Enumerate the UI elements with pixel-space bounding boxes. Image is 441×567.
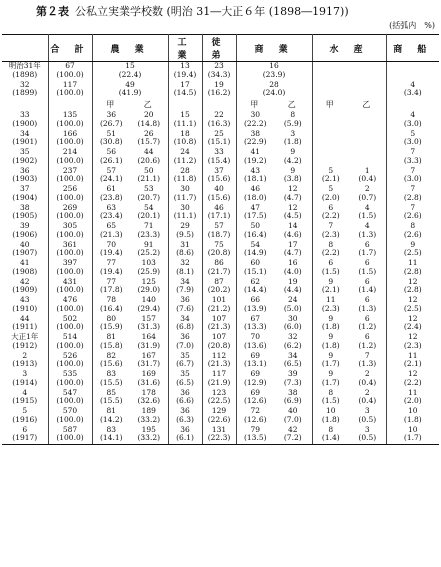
total-cell: 397 (100.0) — [48, 259, 92, 278]
total-cell: 135 (100.0) — [48, 111, 92, 130]
table-row — [2, 407, 439, 426]
fisheries-otsu-cell: 6 (1.3) — [349, 296, 386, 315]
apprentice-cell: 131 (22.3) — [202, 426, 236, 445]
subheader-fish-ko: 甲 — [325, 99, 336, 109]
header-industry: 工 業 — [168, 35, 202, 62]
fisheries-otsu-cell: 4 (1.5) — [349, 204, 386, 223]
apprentice-cell: 19 (16.2) — [202, 81, 236, 100]
agriculture-ko-cell: 83 (14.1) — [92, 426, 130, 445]
apprentice-cell: 25 (15.1) — [202, 130, 236, 149]
apprentice-cell: 46 (17.1) — [202, 204, 236, 223]
commerce-ko-cell: 70 (13.6) — [243, 332, 267, 350]
merchant-marine-cell: 11 (2.1) — [403, 350, 422, 369]
fisheries-ko-cell: 8 (2.2) — [321, 239, 340, 258]
merchant-marine-cell: 7 (3.0) — [403, 165, 422, 184]
unit-note: (括弧内 %) — [389, 21, 435, 30]
agriculture-ko-cell: 83 (15.5) — [99, 369, 123, 387]
agriculture-ko-cell: 56 (26.1) — [99, 147, 123, 165]
year-cell: 37 (1904) — [2, 185, 48, 204]
fisheries-otsu-cell: 1 (0.4) — [349, 167, 386, 186]
year-cell: 40 (1907) — [2, 241, 48, 260]
commerce-otsu-cell: 12 (4.7) — [274, 185, 312, 204]
merchant-marine-cell: 7 (3.3) — [403, 147, 422, 165]
merchant-marine-cell: 9 (2.5) — [403, 239, 422, 258]
fisheries-ko-cell: 10 (1.8) — [321, 406, 340, 424]
fisheries-otsu-cell: 6 (1.4) — [349, 278, 386, 297]
table-number: 第２表 — [36, 5, 69, 18]
commerce-ko-cell: 69 (12.9) — [243, 369, 267, 387]
apprentice-cell: 57 (18.7) — [202, 222, 236, 241]
commerce-otsu-cell: 12 (4.5) — [274, 204, 312, 223]
merchant-marine-cell: 7 (2.8) — [403, 184, 422, 202]
apprentice-cell: 129 (22.6) — [202, 407, 236, 426]
merchant-marine-cell: 12 (2.3) — [403, 332, 422, 350]
commerce-otsu-cell: 42 (7.2) — [274, 426, 312, 445]
year-cell: 34 (1901) — [2, 130, 48, 149]
agriculture-otsu-cell: 140 (29.4) — [130, 296, 168, 315]
agriculture-ko-cell: 61 (23.8) — [99, 184, 123, 202]
merchant-marine-cell: 12 (2.2) — [403, 369, 422, 387]
table-row — [2, 204, 439, 223]
commerce-ko-cell: 47 (17.5) — [243, 202, 267, 221]
merchant-marine-cell: 11 (2.0) — [403, 387, 422, 406]
agriculture-ko-cell: 85 (15.5) — [99, 387, 123, 406]
apprentice-cell: 101 (21.2) — [202, 296, 236, 315]
table-row — [2, 370, 439, 389]
table-row — [2, 296, 439, 315]
fisheries-ko-cell: 8 (1.4) — [312, 426, 349, 445]
industry-cell: 28 (11.8) — [168, 167, 202, 186]
merchant-marine-cell: 5 (3.0) — [403, 128, 422, 147]
agriculture-otsu-cell: 164 (31.9) — [130, 333, 168, 352]
commerce-ko-cell: 66 (13.9) — [243, 295, 267, 313]
commerce-otsu-cell: 32 (6.2) — [274, 333, 312, 352]
table-row — [2, 185, 439, 204]
agriculture-otsu-cell: 195 (33.2) — [130, 426, 168, 445]
table-row — [2, 148, 439, 167]
commerce-cell: 16 (23.9) — [236, 62, 312, 81]
total-cell: 256 (100.0) — [48, 185, 92, 204]
subheader-agri-ko: 甲 — [106, 99, 117, 109]
apprentice-cell: 75 (20.8) — [202, 241, 236, 260]
fisheries-otsu-cell: 2 (0.4) — [349, 389, 386, 408]
table-row — [2, 352, 439, 371]
commerce-cell: 28 (24.0) — [236, 81, 312, 100]
fisheries-ko-cell: 5 (2.0) — [321, 184, 340, 202]
agriculture-ko-cell: 57 (24.1) — [99, 165, 123, 184]
total-cell: 117 (100.0) — [48, 81, 92, 100]
total-cell: 237 (100.0) — [48, 167, 92, 186]
fisheries-otsu-cell: 6 (1.2) — [349, 315, 386, 334]
industry-cell: 15 (11.1) — [168, 111, 202, 130]
industry-cell: 30 (11.7) — [168, 185, 202, 204]
apprentice-cell: 23 (34.3) — [202, 62, 236, 81]
data-table — [2, 34, 439, 445]
agriculture-ko-cell: 81 (14.2) — [99, 406, 123, 424]
agriculture-ko-cell: 82 (15.6) — [99, 350, 123, 369]
table-row — [2, 241, 439, 260]
year-cell: 2 (1913) — [2, 352, 48, 371]
commerce-ko-cell: 41 (19.2) — [243, 147, 267, 165]
fisheries-otsu-cell: 3 (0.5) — [349, 407, 386, 426]
header-apprentice: 徒 弟 — [202, 35, 236, 62]
agriculture-cell: 49 (41.9) — [92, 81, 168, 100]
apprentice-cell: 112 (21.3) — [202, 352, 236, 371]
agriculture-otsu-cell: 71 (23.3) — [130, 222, 168, 241]
agriculture-otsu-cell: 178 (32.6) — [130, 389, 168, 408]
industry-cell: 35 (6.5) — [168, 370, 202, 389]
fisheries-ko-cell: 9 (1.8) — [321, 313, 340, 332]
fisheries-otsu-cell: 7 (1.3) — [349, 352, 386, 371]
year-cell: 41 (1908) — [2, 259, 48, 278]
merchant-marine-cell: 10 (1.8) — [403, 406, 422, 424]
total-cell: 166 (100.0) — [48, 130, 92, 149]
total-cell: 67 (100.0) — [48, 62, 92, 81]
fisheries-cell — [312, 62, 386, 81]
commerce-otsu-cell: 40 (7.0) — [274, 407, 312, 426]
total-cell: 269 (100.0) — [48, 204, 92, 223]
commerce-otsu-cell: 16 (4.0) — [274, 259, 312, 278]
year-cell: 大正1年 (1912) — [2, 333, 48, 352]
table-row — [2, 389, 439, 408]
total-cell: 502 (100.0) — [48, 315, 92, 334]
apprentice-cell: 123 (22.5) — [202, 389, 236, 408]
apprentice-cell: 117 (21.9) — [202, 370, 236, 389]
merchant-marine-cell: 12 (2.5) — [403, 295, 422, 313]
table-row — [2, 62, 439, 81]
fisheries-otsu-cell — [349, 111, 386, 130]
agriculture-otsu-cell: 20 (14.8) — [130, 111, 168, 130]
industry-cell: 36 (7.0) — [168, 333, 202, 352]
apprentice-cell: 107 (21.3) — [202, 315, 236, 334]
apprentice-cell: 33 (15.4) — [202, 148, 236, 167]
total-cell: 361 (100.0) — [48, 241, 92, 260]
industry-cell: 30 (11.1) — [168, 204, 202, 223]
year-cell: 33 (1900) — [2, 111, 48, 130]
agriculture-otsu-cell: 53 (20.7) — [130, 185, 168, 204]
agriculture-otsu-cell: 91 (25.2) — [130, 241, 168, 260]
agriculture-ko-cell: 80 (15.9) — [99, 313, 123, 332]
merchant-marine-cell: 4 (3.4) — [403, 79, 422, 98]
year-cell: 39 (1906) — [2, 222, 48, 241]
agriculture-otsu-cell: 169 (31.6) — [130, 370, 168, 389]
commerce-ko-cell: 79 (13.5) — [236, 426, 274, 445]
industry-cell: 35 (6.7) — [168, 352, 202, 371]
year-cell: 3 (1914) — [2, 370, 48, 389]
fisheries-otsu-cell: 6 (1.2) — [349, 333, 386, 352]
commerce-otsu-cell: 30 (6.0) — [274, 315, 312, 334]
apprentice-cell: 86 (21.7) — [202, 259, 236, 278]
industry-cell: 32 (8.1) — [168, 259, 202, 278]
agriculture-otsu-cell: 44 (20.6) — [130, 148, 168, 167]
year-cell: 42 (1909) — [2, 278, 48, 297]
subheader-agri-otsu: 乙 — [130, 99, 168, 111]
total-cell: 305 (100.0) — [48, 222, 92, 241]
commerce-otsu-cell: 8 (5.9) — [274, 111, 312, 130]
header-year — [2, 35, 48, 62]
fisheries-otsu-cell: 4 (1.3) — [349, 222, 386, 241]
subheader-comm-ko: 甲 — [250, 99, 261, 109]
agriculture-ko-cell: 65 (21.3) — [99, 221, 123, 239]
commerce-ko-cell: 62 (14.4) — [243, 276, 267, 295]
total-cell: 476 (100.0) — [48, 296, 92, 315]
header-merchant-marine: 商 船 — [386, 35, 439, 62]
industry-cell: 36 (6.6) — [168, 389, 202, 408]
fisheries-ko-cell: 9 (2.1) — [321, 276, 340, 295]
table-row — [2, 259, 439, 278]
fisheries-ko-cell: 7 (2.3) — [321, 221, 340, 239]
commerce-ko-cell: 38 (22.9) — [243, 128, 267, 147]
agriculture-otsu-cell: 189 (33.2) — [130, 407, 168, 426]
commerce-otsu-cell: 34 (6.5) — [274, 352, 312, 371]
total-cell: 514 (100.0) — [48, 333, 92, 352]
subheader-comm-otsu: 乙 — [274, 99, 312, 111]
table-row — [2, 315, 439, 334]
industry-cell: 24 (11.2) — [168, 148, 202, 167]
industry-cell: 36 (6.1) — [168, 426, 202, 445]
fisheries-otsu-cell — [349, 148, 386, 167]
industry-cell: 13 (19.4) — [168, 62, 202, 81]
table-row — [2, 81, 439, 100]
merchant-marine-cell: 7 (2.6) — [403, 202, 422, 221]
fisheries-ko-cell: 9 (1.7) — [321, 350, 340, 369]
year-cell: 32 (1899) — [2, 81, 48, 100]
fisheries-ko-cell: 11 (2.3) — [321, 295, 340, 313]
table-row — [2, 333, 439, 352]
commerce-ko-cell: 30 (22.2) — [243, 110, 267, 128]
table-caption: 公私立実業学校数 (明治 31―大正６年 (1898―1917)) — [75, 5, 349, 18]
year-cell: 36 (1903) — [2, 167, 48, 186]
agriculture-ko-cell: 36 (26.7) — [99, 110, 123, 128]
agriculture-otsu-cell: 26 (15.7) — [130, 130, 168, 149]
fisheries-ko-cell: 9 (1.8) — [321, 332, 340, 350]
industry-cell: 36 (6.3) — [168, 407, 202, 426]
commerce-ko-cell: 72 (12.6) — [243, 406, 267, 424]
agriculture-otsu-cell: 50 (21.1) — [130, 167, 168, 186]
table-row — [2, 167, 439, 186]
header-total: 合 計 — [48, 35, 92, 62]
commerce-ko-cell: 43 (18.1) — [243, 165, 267, 184]
total-cell: 214 (100.0) — [48, 148, 92, 167]
commerce-otsu-cell: 9 (4.2) — [274, 148, 312, 167]
fisheries-ko-cell — [312, 111, 349, 130]
apprentice-cell: 37 (15.6) — [202, 167, 236, 186]
commerce-otsu-cell: 38 (6.9) — [274, 389, 312, 408]
commerce-otsu-cell: 39 (7.3) — [274, 370, 312, 389]
agriculture-ko-cell: 77 (17.8) — [99, 276, 123, 295]
merchant-marine-cell: 10 (1.7) — [386, 426, 439, 445]
industry-cell: 17 (14.5) — [168, 81, 202, 100]
fisheries-ko-cell: 5 (2.1) — [321, 165, 340, 184]
table-row — [2, 426, 439, 445]
total-cell: 587 (100.0) — [48, 426, 92, 445]
merchant-marine-cell: 11 (2.8) — [403, 258, 422, 276]
table-row — [2, 222, 439, 241]
year-cell: 6 (1917) — [2, 426, 48, 445]
commerce-ko-cell: 54 (14.9) — [243, 239, 267, 258]
commerce-otsu-cell: 17 (4.7) — [274, 241, 312, 260]
apprentice-cell: 40 (15.6) — [202, 185, 236, 204]
data-table-container — [2, 34, 439, 565]
industry-cell: 18 (10.8) — [168, 130, 202, 149]
commerce-ko-cell: 69 (12.6) — [243, 387, 267, 406]
total-cell: 431 (100.0) — [48, 278, 92, 297]
agriculture-ko-cell: 78 (16.4) — [99, 295, 123, 313]
industry-cell: 36 (7.6) — [168, 296, 202, 315]
agriculture-otsu-cell: 157 (31.3) — [130, 315, 168, 334]
fisheries-otsu-cell: 2 (0.4) — [349, 370, 386, 389]
commerce-otsu-cell: 9 (3.8) — [274, 167, 312, 186]
commerce-otsu-cell: 3 (1.8) — [274, 130, 312, 149]
merchant-marine-cell: 8 (2.6) — [403, 221, 422, 239]
commerce-otsu-cell: 19 (4.4) — [274, 278, 312, 297]
fisheries-otsu-cell — [349, 130, 386, 149]
header-commerce: 商 業 — [236, 35, 312, 62]
agriculture-otsu-cell: 54 (20.1) — [130, 204, 168, 223]
agriculture-cell: 15 (22.4) — [92, 62, 168, 81]
year-cell: 44 (1911) — [2, 315, 48, 334]
total-cell: 547 (100.0) — [48, 389, 92, 408]
total-cell: 535 (100.0) — [48, 370, 92, 389]
commerce-ko-cell: 60 (15.1) — [243, 258, 267, 276]
fisheries-ko-cell — [312, 130, 349, 149]
apprentice-cell: 107 (20.8) — [202, 333, 236, 352]
year-cell: 43 (1910) — [2, 296, 48, 315]
fisheries-ko-cell: 6 (2.2) — [321, 202, 340, 221]
industry-cell: 29 (9.5) — [168, 222, 202, 241]
year-cell: 4 (1915) — [2, 389, 48, 408]
total-cell: 570 (100.0) — [48, 407, 92, 426]
agriculture-ko-cell: 51 (30.8) — [99, 128, 123, 147]
table-body — [2, 62, 439, 445]
table-row — [2, 130, 439, 149]
fisheries-cell — [312, 81, 386, 100]
agriculture-ko-cell: 81 (15.8) — [99, 332, 123, 350]
fisheries-otsu-cell: 2 (0.7) — [349, 185, 386, 204]
subheader-fish-otsu: 乙 — [349, 99, 386, 111]
year-cell: 明治31年 (1898) — [2, 62, 48, 81]
year-cell: 38 (1905) — [2, 204, 48, 223]
commerce-otsu-cell: 14 (4.6) — [274, 222, 312, 241]
fisheries-ko-cell — [312, 148, 349, 167]
table-row — [2, 111, 439, 130]
commerce-ko-cell: 67 (13.3) — [243, 313, 267, 332]
agriculture-otsu-cell: 103 (25.9) — [130, 259, 168, 278]
industry-cell: 31 (8.6) — [168, 241, 202, 260]
apprentice-cell: 87 (20.2) — [202, 278, 236, 297]
header-agriculture: 農 業 — [92, 35, 168, 62]
commerce-otsu-cell: 24 (5.0) — [274, 296, 312, 315]
year-cell: 35 (1902) — [2, 148, 48, 167]
industry-cell: 34 (7.9) — [168, 278, 202, 297]
table-title — [36, 3, 349, 19]
fisheries-ko-cell: 9 (1.7) — [321, 369, 340, 387]
commerce-ko-cell: 46 (18.0) — [243, 184, 267, 202]
apprentice-cell: 22 (16.3) — [202, 111, 236, 130]
fisheries-ko-cell: 6 (1.5) — [321, 258, 340, 276]
fisheries-otsu-cell: 3 (0.5) — [349, 426, 386, 445]
table-row — [2, 278, 439, 297]
commerce-ko-cell: 50 (16.4) — [243, 221, 267, 239]
header-fisheries: 水 産 — [312, 35, 386, 62]
agriculture-ko-cell: 70 (19.4) — [99, 239, 123, 258]
total-cell: 526 (100.0) — [48, 352, 92, 371]
fisheries-otsu-cell: 6 (1.7) — [349, 241, 386, 260]
fisheries-ko-cell: 8 (1.5) — [321, 387, 340, 406]
merchant-marine-cell: 12 (2.8) — [403, 276, 422, 295]
commerce-ko-cell: 69 (13.1) — [243, 350, 267, 369]
agriculture-otsu-cell: 167 (31.7) — [130, 352, 168, 371]
year-cell: 5 (1916) — [2, 407, 48, 426]
merchant-marine-cell: 4 (3.0) — [403, 110, 422, 128]
merchant-marine-cell — [386, 62, 439, 81]
agriculture-otsu-cell: 125 (29.0) — [130, 278, 168, 297]
industry-cell: 34 (6.8) — [168, 315, 202, 334]
agriculture-ko-cell: 77 (19.4) — [99, 258, 123, 276]
agriculture-ko-cell: 63 (23.4) — [99, 202, 123, 221]
fisheries-otsu-cell: 6 (1.5) — [349, 259, 386, 278]
merchant-marine-cell: 12 (2.4) — [403, 313, 422, 332]
